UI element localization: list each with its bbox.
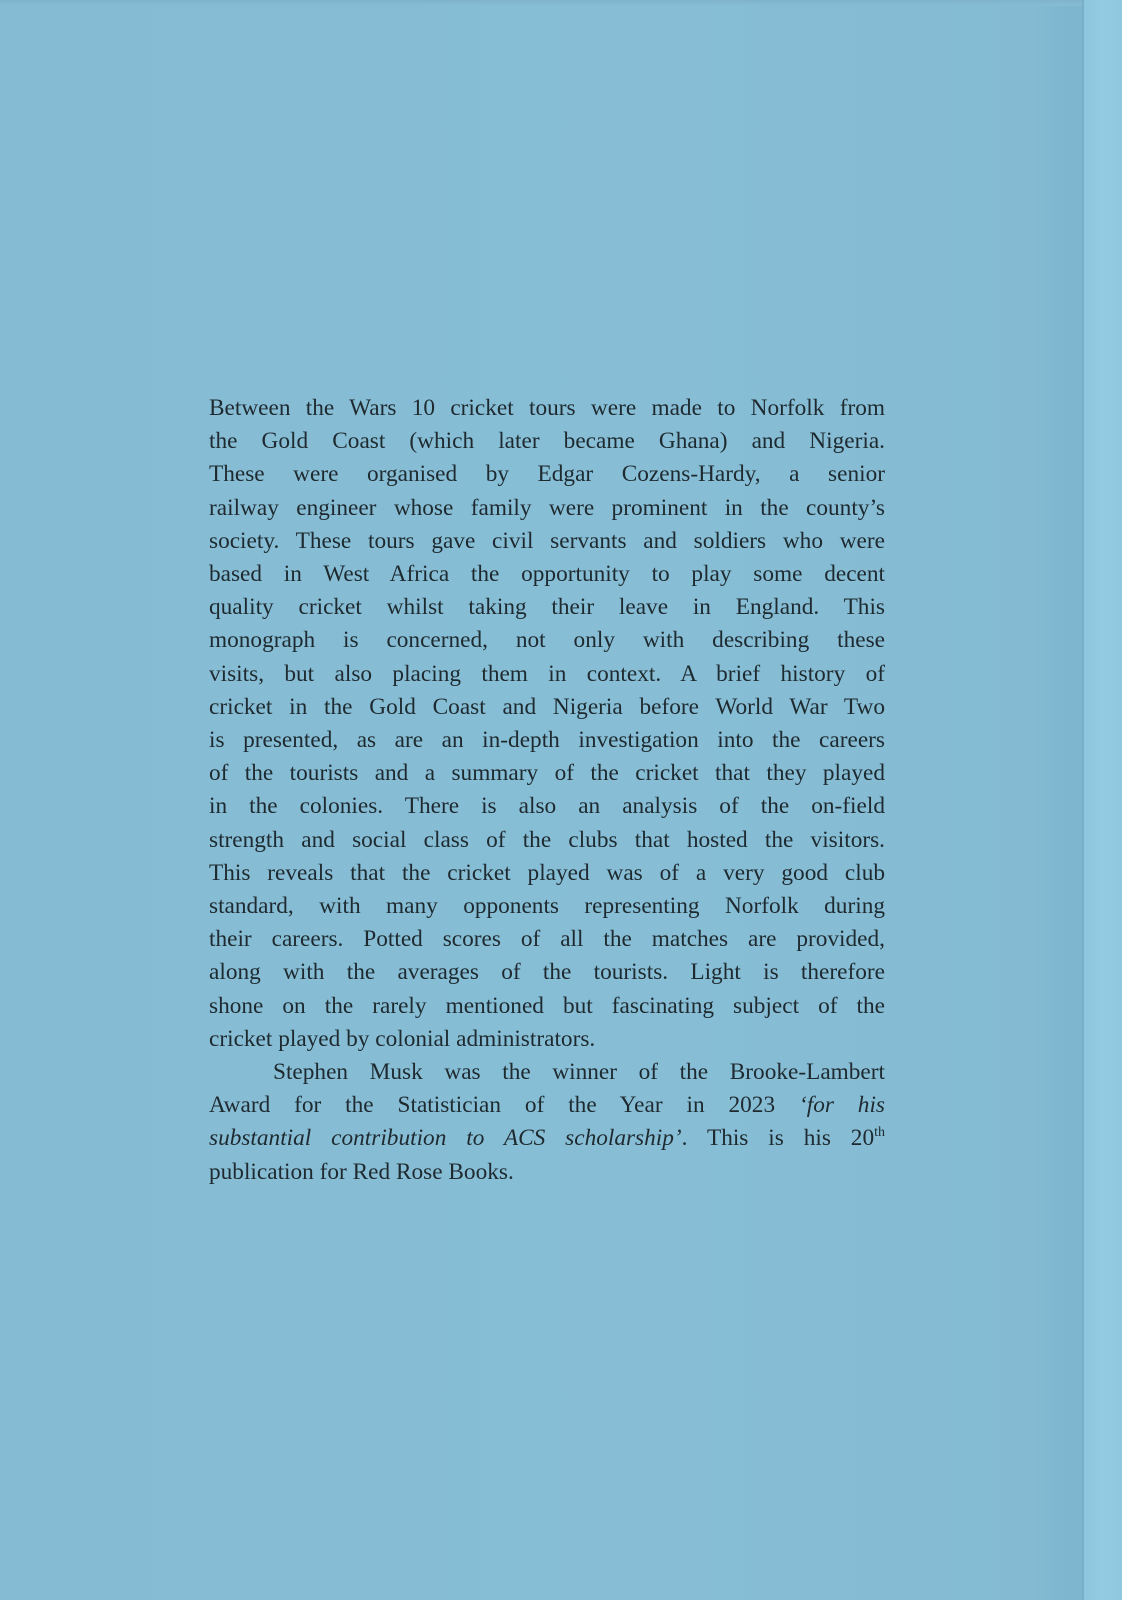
ordinal-suffix: th bbox=[874, 1125, 885, 1141]
author-line: Stephen Musk was the winner of the Brooke-Lambert bbox=[273, 1059, 885, 1086]
blurb-line: their careers. Potted scores of all the matches are provided, bbox=[209, 926, 885, 953]
blurb-line: the Gold Coast (which later became Ghana) and Nigeria. bbox=[209, 428, 885, 455]
blurb-line: visits, but also placing them in context. A brief history of bbox=[209, 660, 885, 687]
blurb-line: along with the averages of the tourists. Light is therefore bbox=[209, 959, 885, 986]
blurb-line: standard, with many opponents representing Norfolk during bbox=[209, 893, 885, 920]
blurb-line: in the colonies. There is also an analysis of the on-field bbox=[209, 793, 885, 820]
award-quote: substantial contribution to ACS scholarship’ bbox=[209, 1125, 682, 1152]
blurb-line: cricket played by colonial administrators. bbox=[209, 1025, 596, 1052]
blurb-line: based in West Africa the opportunity to play some decent bbox=[209, 561, 885, 588]
author-line bbox=[209, 1089, 885, 1122]
blurb-line: of the tourists and a summary of the cricket that they played bbox=[209, 760, 885, 787]
blurb-line: society. These tours gave civil servants and soldiers who were bbox=[209, 527, 885, 554]
blurb-line: This reveals that the cricket played was of a very good club bbox=[209, 859, 885, 886]
blurb-paragraph-1 bbox=[209, 392, 885, 1056]
blurb-text bbox=[209, 392, 885, 1189]
blurb-line: shone on the rarely mentioned but fascinating subject of the bbox=[209, 992, 885, 1019]
blurb-line: is presented, as are an in-depth investigation into the careers bbox=[209, 727, 885, 754]
blurb-line: strength and social class of the clubs that hosted the visitors. bbox=[209, 826, 885, 853]
cover-edge-strip bbox=[1084, 0, 1122, 1600]
author-text: . This is his 20 bbox=[681, 1125, 875, 1152]
blurb-line: railway engineer whose family were prominent in the county’s bbox=[209, 494, 885, 521]
blurb-line: quality cricket whilst taking their leave in England. This bbox=[209, 594, 885, 621]
blurb-line: Between the Wars 10 cricket tours were made to Norfolk from bbox=[209, 395, 885, 421]
author-paragraph bbox=[209, 1056, 885, 1189]
blurb-line: monograph is concerned, not only with describing these bbox=[209, 627, 885, 654]
author-text: Award for the Statistician of the Year in 2023 bbox=[209, 1092, 799, 1119]
top-edge bbox=[0, 0, 1122, 6]
award-quote: ‘for his bbox=[798, 1092, 885, 1119]
blurb-line: These were organised by Edgar Cozens-Hardy, a senior bbox=[209, 461, 885, 488]
blurb-line: cricket in the Gold Coast and Nigeria before World War Two bbox=[209, 693, 885, 720]
author-line bbox=[209, 1122, 885, 1155]
author-line: publication for Red Rose Books. bbox=[209, 1158, 514, 1185]
